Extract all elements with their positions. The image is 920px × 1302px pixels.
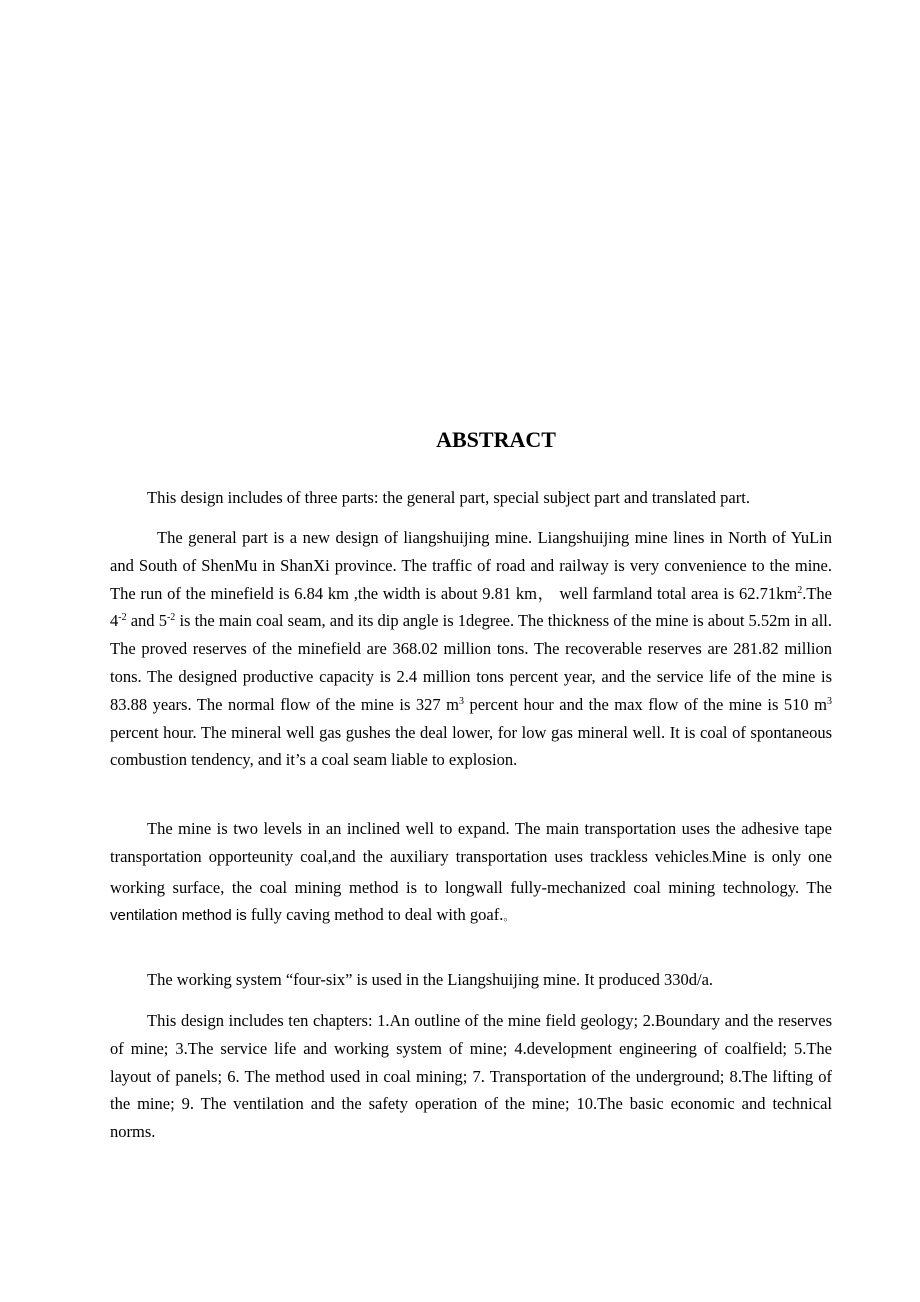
abstract-title: ABSTRACT: [436, 427, 556, 452]
text-run: The general part is a new design of liangshuijing mine. Liangshuijing mine lines in North of YuLin and South of ShenMu in ShanXi province. The traffic of road and railway is very convenience to the mine. The run of the minefield is 6.84 km ,the width is about 9.81 km， well farmland total area is 62.71km: [110, 528, 832, 603]
text-run: 。: [503, 911, 515, 924]
paragraph-working-system: The working system “four-six” is used in the Liangshuijing mine. It produced 330d/a.: [147, 970, 714, 989]
superscript: -2: [166, 612, 176, 624]
text-run: fully caving method to deal with goaf.: [246, 905, 504, 925]
superscript: 2: [797, 584, 803, 596]
superscript: 3: [458, 695, 464, 707]
text-run: The mine is two levels in an inclined well to expand. The main transportation uses the adhesive tape transportation opporteunity coal,and the auxiliary transportation uses trackless vehicles: [110, 819, 832, 866]
text-run: percent hour and the max flow of the mine is 510 m: [463, 694, 827, 714]
text-run: ventilation method is: [110, 907, 247, 925]
text-run: is the main coal seam, and its dip angle is 1degree. The thickness of the mine is about 5.52m in all. The proved reserves of the minefield are 368.02 million tons. The recoverable reserves are 281.82 million tons. The designed productive capacity is 2.4 million tons percent year, and the service life of the mine is 83.88 years. The normal flow of the mine is 327 m: [110, 611, 832, 714]
text-run: .: [708, 852, 712, 865]
paragraph-intro: This design includes of three parts: the general part, special subject part and translated part.: [147, 488, 750, 507]
paragraph-development: [110, 815, 832, 932]
paragraph-chapters: This design includes ten chapters: 1.An outline of the mine field geology; 2.Boundary and the reserves of mine; 3.The service life and working system of mine; 4.development engineering of coalfield; 5.The layout of panels; 6. The method used in coal mining; 7. Transportation of the underground; 8.The lifting of the mine; 9. The ventilation and the safety operation of the mine; 10.The basic economic and technical norms.: [110, 1011, 832, 1142]
text-run: percent hour. The mineral well gas gushes the deal lower, for low gas mineral well. It is coal of spontaneous combustion tendency, and it’s a coal seam liable to explosion.: [110, 722, 832, 770]
paragraph-general-part: [110, 524, 832, 774]
text-run: Mine is only one working surface, the coal mining method is to longwall fully-mechanized coal mining technology. The: [110, 846, 832, 897]
text-run: .The 4: [110, 583, 832, 631]
superscript: 3: [826, 695, 832, 707]
text-run: and 5: [126, 611, 167, 631]
superscript: -2: [118, 612, 127, 624]
